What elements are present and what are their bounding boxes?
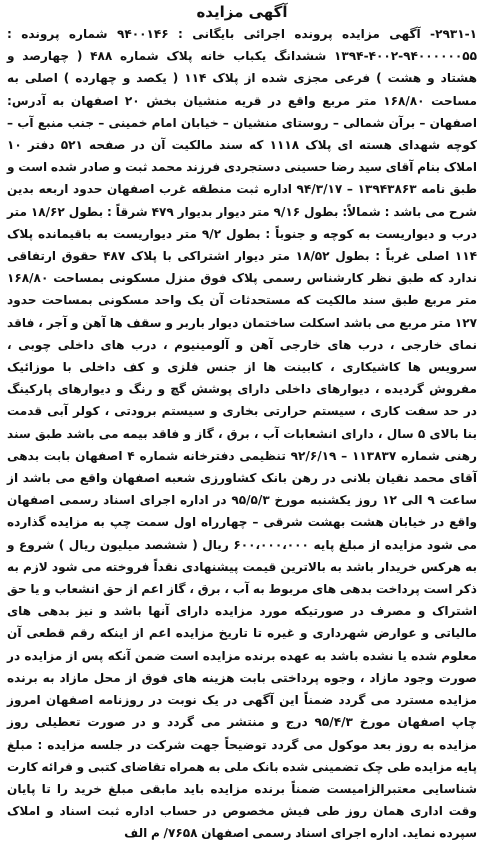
notice-body: ۲۹۳۱-۱- آگهی مزایده پرونده اجرائی بایگانی : ۹۴۰۰۱۴۶ شماره پرونده : ۹۴۰۰۰۰۰۰۵۵-۴۰۰۲-۱۳۹۴ ششدانگ یکباب خانه پلاک شماره ۴۸۸ ( چهارصد و هشتاد و هشت ) فرعی مجزی شده از پلاک ۱۱۴ ( یکصد و چهارده ) اصلی به مساحت ۱۶۸/۸۰ متر مربع واقع در قریه منشیان بخش ۲۰ اصفهان به آدرس: اصفهان – برآن شمالی – روستای منشیان – خیابان امام خمینی – جنب منبع آب – کوچه شهدای هسته ای پلاک ۱۱۱۸ که سند مالکیت آن در صفحه ۵۲۱ دفتر ۱۰ املاک بنام آقای سید رضا حسینی دستجردی فرزند محمد ثبت و صادر شده است و طبق نامه ۱۳۹۴۳۸۶۳ – ۹۴/۳/۱۷ اداره ثبت منطقه غرب اصفهان حدود اربعه بدین شرح می باشد : شمالاً: بطول ۹/۱۶ متر دیوار بدیوار ۴۷۹ شرقاً : بطول ۱۸/۶۲ متر درب و دیواریست به کوچه و جنوباً : بطول ۹/۲ متر دیواریست به باقیمانده پلاک ۱۱۴ اصلی غرباً : بطول ۱۸/۵۲ متر دیوار اشتراکی با پلاک ۴۸۷ حقوق ارتفاقی ندارد که طبق نظر کارشناس رسمی پلاک فوق منزل مسکونی بمساحت ۱۶۸/۸۰ متر مربع طبق سند مالکیت که مستحدثات آن یک واحد مسکونی بمساحت حدود ۱۲۷ متر مربع می باشد اسکلت ساختمان دیوار باربر و سقف ها آهن و آجر ، فاقد نمای خارجی ، درب های خارجی آهن و آلومینیوم ، درب های داخلی چوبی ، سرویس ها کاشیکاری ، کابینت ها از جنس فلزی و کف داخلی با موزائیک مفروش گردیده ، دیوارهای داخلی دارای پوشش گچ و رنگ و دیوارهای پارکینگ در حد سفت کاری ، سیستم حرارتی بخاری و سیستم برودتی ، کولر آبی قدمت بنا بالای ۵ سال ، دارای انشعابات آب ، برق ، گاز و فاقد بیمه می باشد طبق سند رهنی شماره ۱۱۳۸۳۷ – ۹۲/۶/۱۹ تنظیمی دفترخانه شماره ۴ اصفهان بابت بدهی آقای محمد نقیان بلانی در رهن بانک کشاورزی شعبه اصفهان واقع می باشد از ساعت ۹ الی ۱۲ روز یکشنبه مورخ ۹۵/۵/۳ در اداره اجرای اسناد رسمی اصفهان واقع در خیابان هشت بهشت شرقی – چهارراه اول سمت چپ به مزایده گذارده می شود مزایده از مبلغ پایه ۶۰۰،۰۰۰،۰۰۰ ریال ( ششصد میلیون ریال ) شروع و به هرکس خریدار باشد به بالاترین قیمت پیشنهادی نقداً فروخته می شود لازم به ذکر است پرداخت بدهی های مربوط به آب ، برق ، گاز اعم از حق انشعاب و یا حق اشتراک و مصرف در صورتیکه مورد مزایده دارای آنها باشد و نیز بدهی های مالیاتی و عوارض شهرداری و غیره تا تاریخ مزایده اعم از اینکه رقم قطعی آن معلوم شده یا نشده باشد به عهده برنده مزایده است ضمن آنکه پس از مزایده در صورت وجود مازاد ، وجوه پرداختی بابت هزینه های فوق از محل مازاد به برنده مزایده مسترد می گردد ضمناً این آگهی در یک نوبت در روزنامه اصفهان امروز چاپ اصفهان مورخ ۹۵/۴/۳ درج و منتشر می گردد و در صورت تعطیلی روز مزایده به روز بعد موکول می گردد توضیحاً جهت شرکت در جلسه مزایده : مبلغ پایه مزایده طی چک تضمینی شده بانک ملی به همراه تقاضای کتبی و فرائه کارت شناسایی معتبرالزامیست ضمناً برنده مزایده باید مابقی مبلغ خرید را تا پایان وقت اداری همان روز طی فیش مخصوص در حساب اداره ثبت اسناد و املاک سپرده نماید. اداره اجرای اسناد رسمی اصفهان ۷۶۵۸/ م الف — [7, 27, 478, 841]
notice-title: آگهی مزایده — [196, 3, 288, 21]
